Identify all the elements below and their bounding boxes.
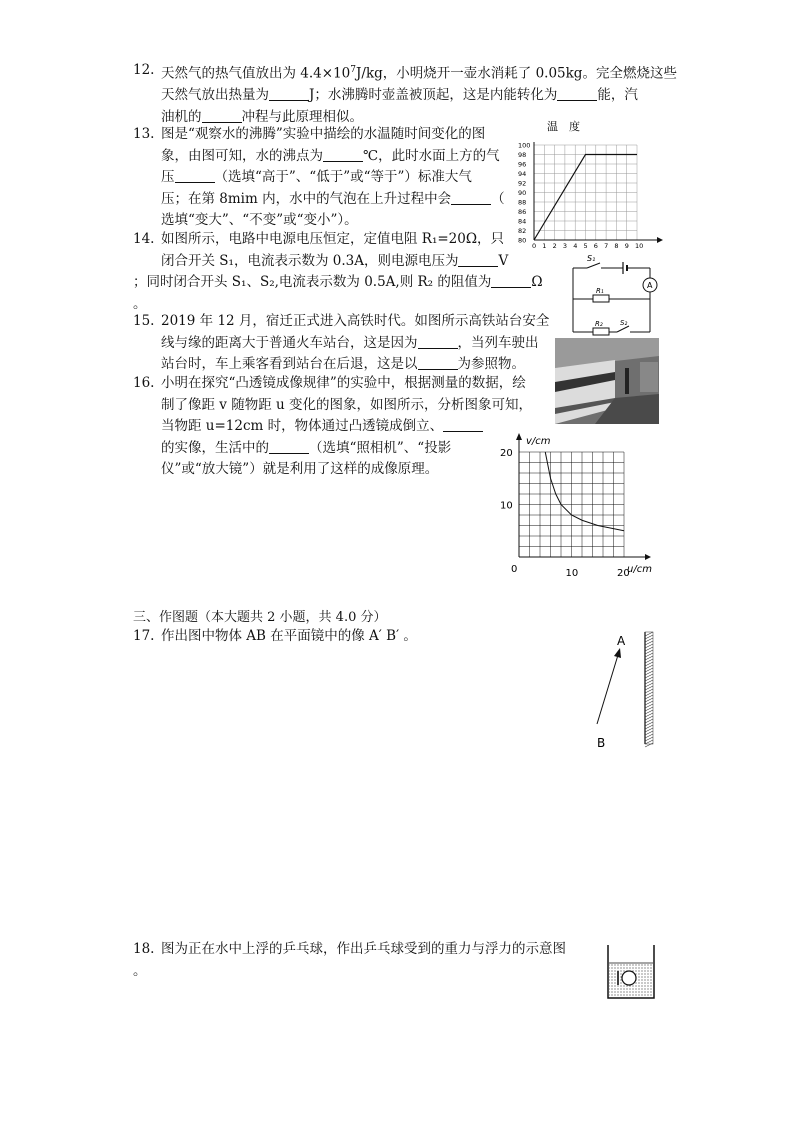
- section-heading: 三、作图题（本大题共 2 小题，共 4.0 分）: [133, 610, 387, 625]
- y-tick-label: 88: [518, 198, 527, 207]
- y-axis-arrow: [516, 433, 522, 440]
- lens-image-distance-chart: [495, 430, 665, 582]
- x-tick-label: 9: [624, 242, 629, 248]
- answer-blank[interactable]: [418, 355, 458, 370]
- y-tick-label: 86: [518, 208, 527, 216]
- chart-grid: [534, 145, 637, 240]
- x-tick-label: 3: [562, 242, 568, 248]
- answer-blank[interactable]: [557, 86, 597, 101]
- y-tick-label: 90: [518, 189, 527, 197]
- label-r1: R₁: [596, 287, 604, 295]
- question-14: 14. 如图所示，电路中电源电压恒定，定值电阻 R₁=20Ω，只 闭合开关 S₁，电流表示数为 0.3A，则电源电压为 V ；同时闭合开头 S₁、S₂,电流表示数为 0.5A,则 R₂ 的阻值为 Ω 。: [133, 231, 543, 312]
- question-12: 12. 天然气的热气值放出为 $4.4\times 10^7J/kg$，小明烧开一壶水消耗了 0.05kg。完全燃烧这些 天然气放出热量为 J；水沸腾时壶盖被顶起，这是内能转化为 能，汽 油机的 冲程与此原理相似。: [133, 62, 677, 125]
- y-tick-label: 20: [500, 448, 513, 459]
- answer-blank[interactable]: [451, 190, 491, 205]
- y-tick-label: 10: [500, 500, 513, 512]
- image-distance-curve: [545, 452, 624, 531]
- y-tick-label: 92: [518, 179, 527, 188]
- x-tick-label: 7: [604, 242, 609, 248]
- answer-blank[interactable]: [323, 147, 363, 162]
- chart-title: 温 度: [547, 120, 580, 133]
- person: [625, 368, 629, 394]
- question-15: 15. 2019 年 12 月，宿迁正式进入高铁时代。如图所示高铁站台安全 线与缘的距离大于普通火车站台，这是因为 ，当列车驶出 站台时，车上乘客看到站台在后退，这是以 为参照物。: [133, 313, 550, 372]
- beaker-ping-pong-diagram: [605, 943, 657, 1001]
- x-tick-label: 4: [573, 242, 578, 248]
- x-tick-label: 6: [593, 242, 598, 248]
- x-tick-label: 0: [511, 564, 518, 575]
- y-tick-label: 100: [518, 141, 531, 150]
- y-tick-label: 96: [518, 160, 527, 169]
- x-axis-arrow: [657, 237, 663, 243]
- resistor-r2: [593, 328, 609, 335]
- question-number: 17.: [133, 628, 155, 644]
- y-tick-label: 98: [518, 151, 527, 159]
- question-number: 16.: [133, 375, 155, 391]
- arrowhead: [614, 648, 621, 658]
- question-16: 16. 小明在探究“凸透镜成像规律”的实验中，根据测量的数据，绘 制了像距 v 随物距 u 变化的图象，如图所示，分析图象可知， 当物距 u=12cm 时，物体通过凸透镜成倒立、 的实像，生活中的 （选填“照相机”、“投影 仪”或“放大镜”）就是利用了这样的成像原理。: [133, 375, 532, 477]
- question-number: 13.: [133, 126, 155, 142]
- plane-mirror-diagram: [585, 628, 660, 753]
- label-s2: S₂: [620, 319, 628, 327]
- ammeter-label: A: [647, 281, 653, 290]
- answer-blank[interactable]: [418, 334, 458, 349]
- answer-blank[interactable]: [269, 86, 309, 101]
- circuit-diagram: [565, 254, 660, 336]
- resistor-r1: [593, 295, 609, 302]
- x-tick-label: 5: [583, 242, 588, 248]
- switch-s1: [587, 263, 600, 268]
- y-tick-label: 80: [518, 236, 527, 245]
- y-tick-label: 84: [518, 217, 527, 226]
- mirror-hatching: [645, 632, 653, 747]
- x-tick-label: 0: [532, 242, 537, 248]
- question-17: 17. 作出图中物体 AB 在平面镜中的像 A′ B′ 。: [133, 626, 493, 648]
- answer-blank[interactable]: [202, 108, 242, 123]
- point-a-label: A: [617, 634, 626, 648]
- question-number: 18.: [133, 941, 155, 957]
- x-tick-label: 10: [565, 568, 579, 579]
- answer-blank[interactable]: [175, 168, 215, 183]
- x-tick-labels: [532, 242, 643, 248]
- x-axis-label: u/cm: [627, 564, 652, 575]
- answer-blank[interactable]: [269, 439, 309, 454]
- x-tick-label: 8: [614, 242, 619, 248]
- label-r2: R₂: [595, 320, 603, 328]
- question-13: 13. 图是“观察水的沸腾”实验中描绘的水温随时间变化的图 象，由图可知，水的沸点为 ℃，此时水面上方的气 压 （选填“高于”、“低于”或“等于”）标准大气 压；在第 8mim 内，水中的气泡在上升过程中会 （ 选填“变大”、“不变”或“变小”）。: [133, 126, 505, 228]
- label-s1: S₁: [587, 254, 596, 263]
- x-tick-label: 10: [635, 242, 644, 248]
- chart-grid: [519, 452, 624, 557]
- answer-blank[interactable]: [443, 417, 483, 432]
- question-number: 12.: [133, 62, 155, 78]
- question-number: 15.: [133, 313, 155, 329]
- y-axis-label: v/cm: [526, 436, 551, 447]
- point-b-label: B: [597, 736, 606, 750]
- y-tick-label: 94: [518, 170, 527, 178]
- x-tick-label: 20: [617, 568, 630, 579]
- question-18: 18. 图为正在水中上浮的乒乓球，作出乒乓球受到的重力与浮力的示意图 。: [133, 941, 566, 979]
- object-ab: [597, 655, 618, 724]
- y-tick-label: 82: [518, 227, 527, 235]
- answer-blank[interactable]: [491, 273, 531, 288]
- x-axis-arrow: [645, 554, 651, 560]
- train-station-photo: [555, 338, 659, 424]
- question-number: 14.: [133, 231, 155, 247]
- x-tick-label: 2: [552, 242, 557, 248]
- x-tick-label: 1: [542, 242, 547, 248]
- ping-pong-ball: [622, 971, 636, 985]
- answer-blank[interactable]: [458, 252, 498, 267]
